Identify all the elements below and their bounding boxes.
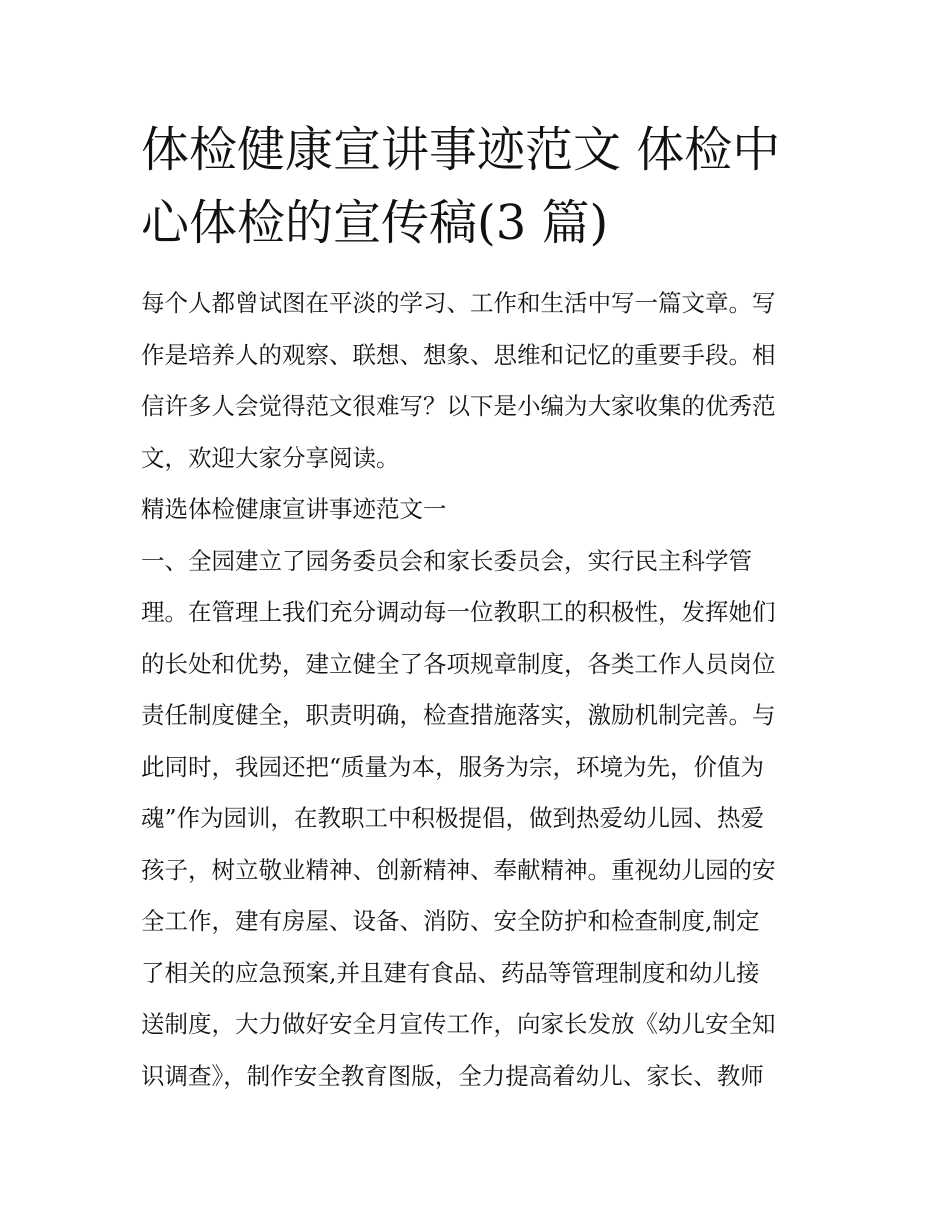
body-line: 全工作，建有房屋、设备、消防、安全防护和检查制度,制定 [141,907,760,935]
body-line: 一、全园建立了园务委员会和家长委员会，实行民主科学管 [141,546,752,575]
body-line: 责任制度健全，职责明确，检查措施落实，激励机制完善。与 [141,701,776,729]
body-line: 信许多人会觉得范文很难写？以下是小编为大家收集的优秀范 [141,392,776,420]
title-line: 体检健康宣讲事迹范文 体检中 [141,122,781,178]
body-line: 此同时，我园还把“质量为本，服务为宗，环境为先，价值为 [141,752,765,781]
body-line: 每个人都曾试图在平淡的学习、工作和生活中写一篇文章。写 [141,289,776,317]
document-body [141,278,821,1102]
body-line: 孩子，树立敬业精神、创新精神、奉献精神。重视幼儿园的安 [141,855,776,884]
document-title [141,114,821,260]
body-line: 文，欢迎大家分享阅读。 [141,443,400,472]
body-line: 的长处和优势，建立健全了各项规章制度，各类工作人员岗位 [141,649,776,678]
body-line: 理。在管理上我们充分调动每一位教职工的积极性，发挥她们 [141,598,776,626]
body-line: 送制度，大力做好安全月宣传工作，向家长发放《幼儿安全知 [141,1010,776,1038]
section-heading: 精选体检健康宣讲事迹范文一 [141,495,447,523]
body-line: 识调查》，制作安全教育图版，全力提高着幼儿、家长、教师 [141,1061,764,1090]
body-line: 了相关的应急预案,并且建有食品、药品等管理制度和幼儿接 [141,958,760,987]
body-line: 作是培养人的观察、联想、想象、思维和记忆的重要手段。相 [141,340,776,369]
title-line: 心体检的宣传稿(3 篇) [141,195,609,251]
body-line: 魂”作为园训，在教职工中积极提倡，做到热爱幼儿园、热爱 [141,804,765,832]
